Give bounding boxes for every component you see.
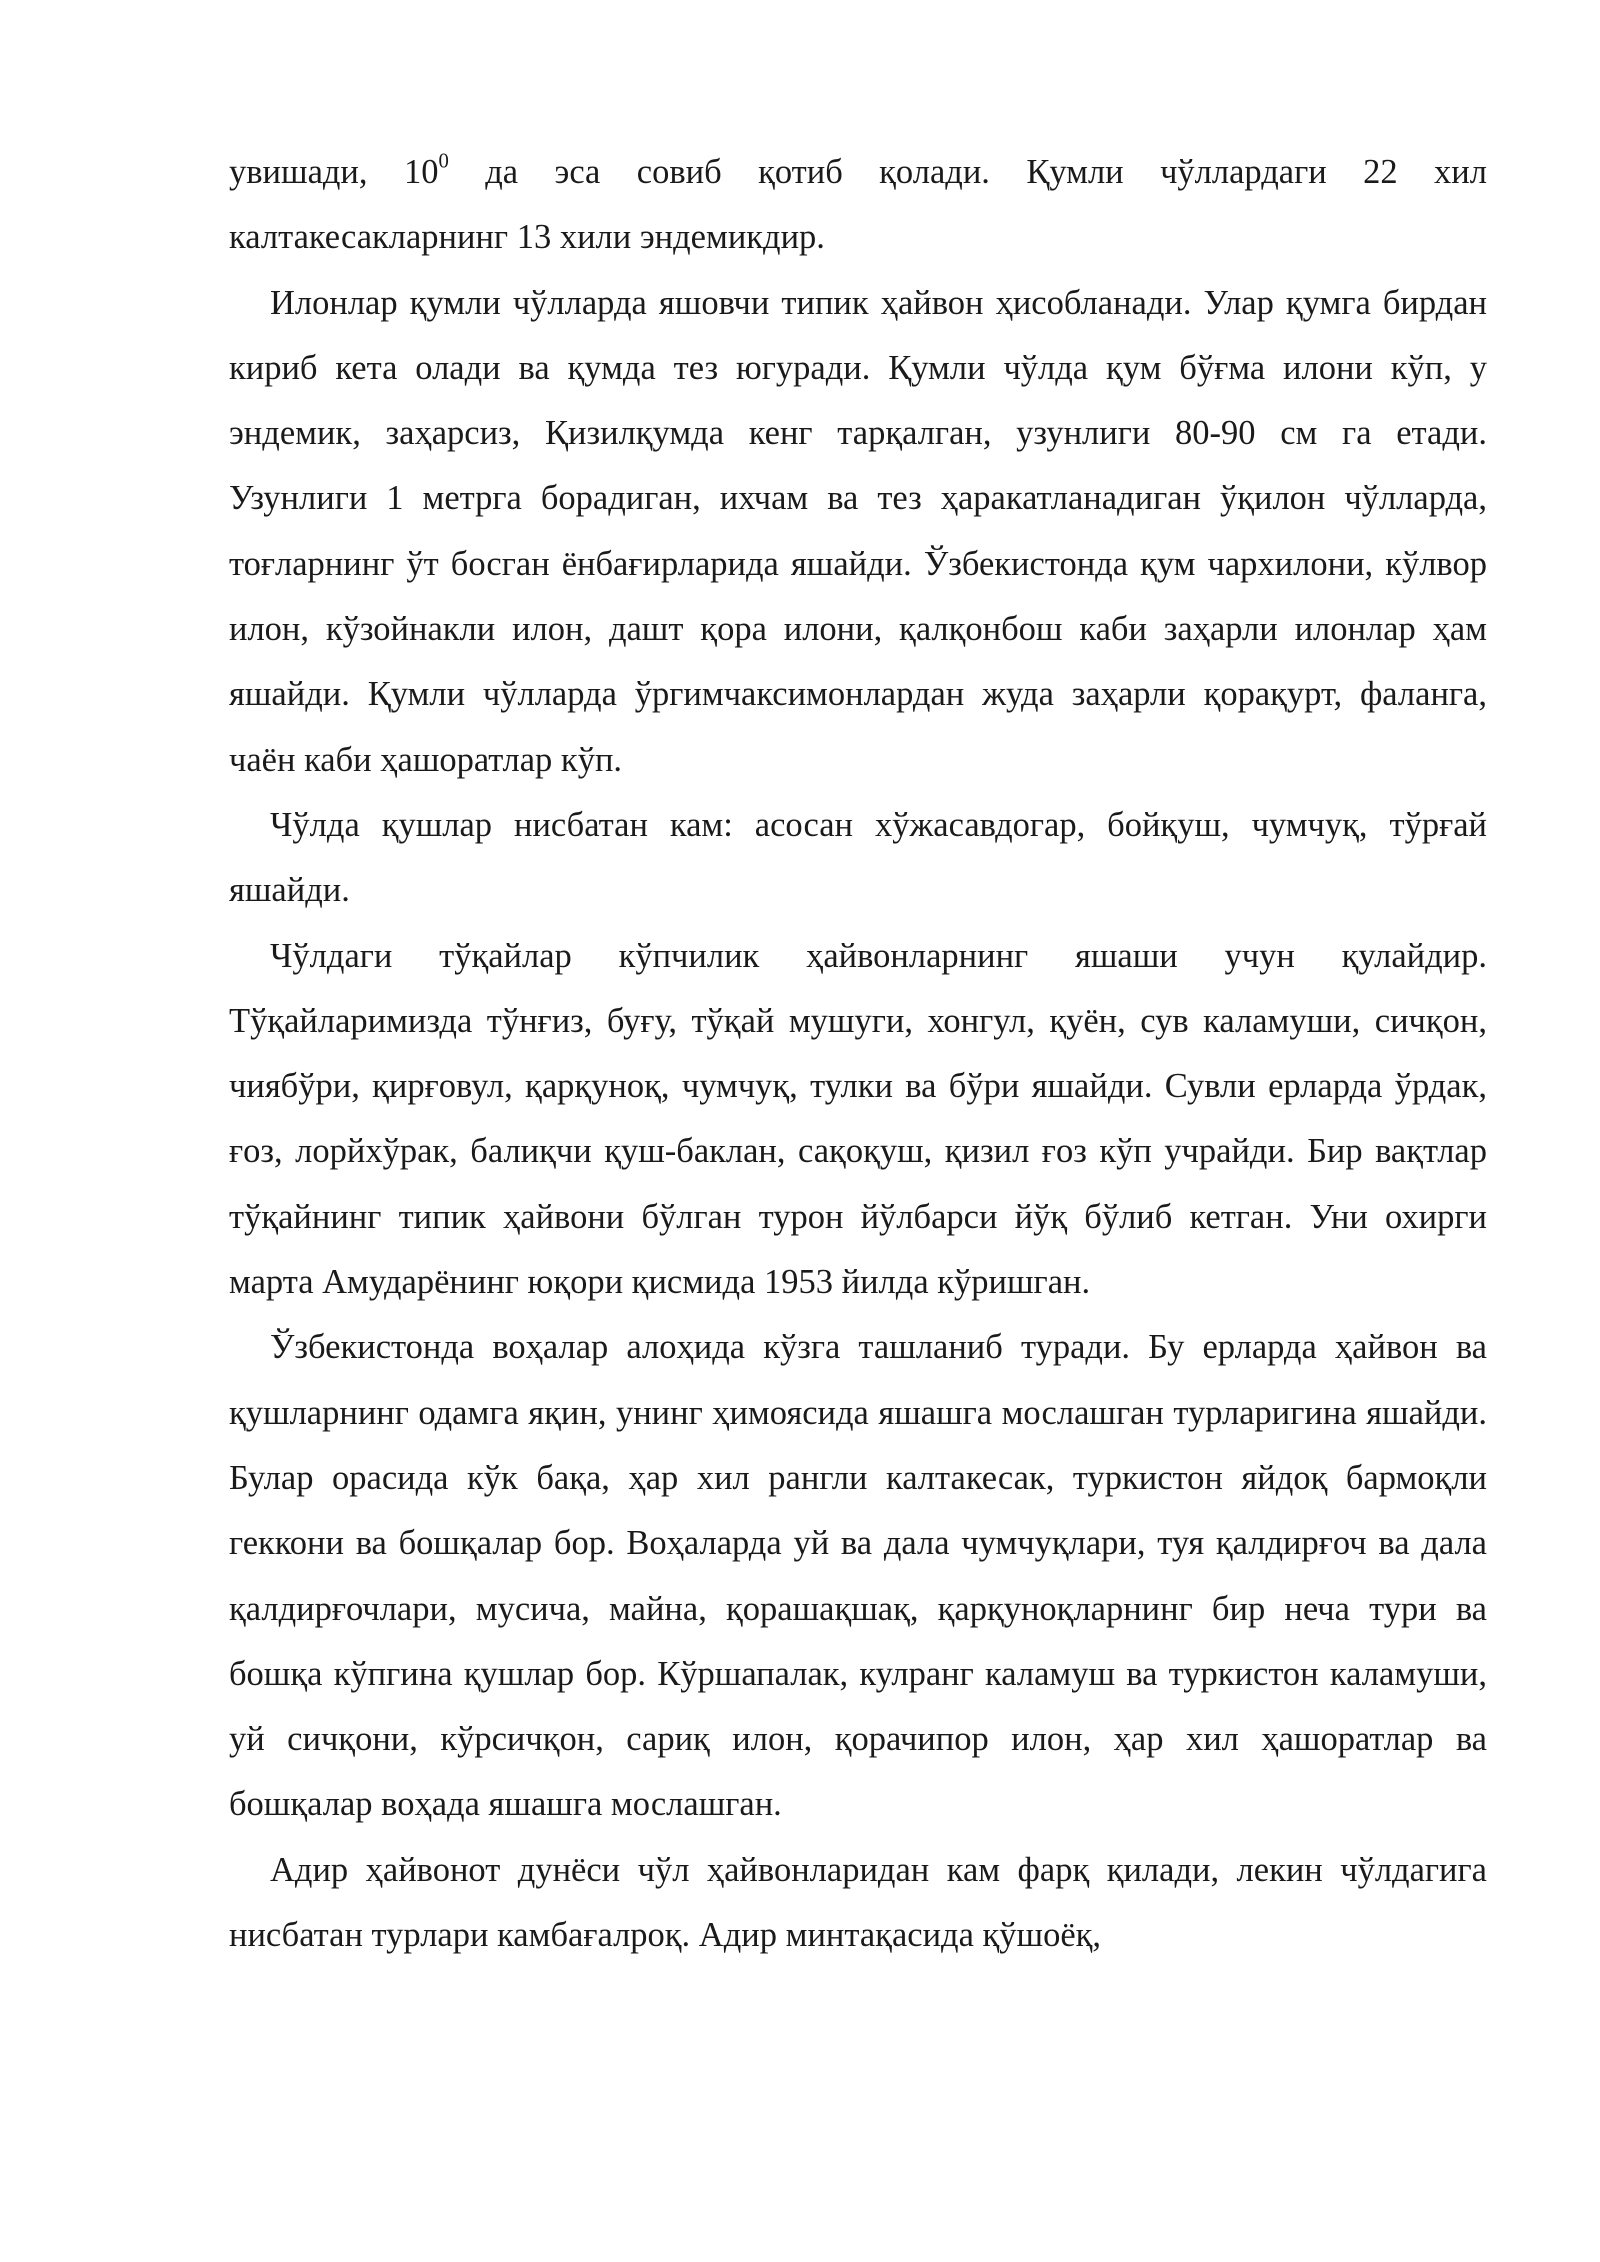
paragraph-text: Чўлдаги тўқайлар кўпчилик ҳайвонларнинг яшаши учун қулайдир. Тўқайларимизда тўнғиз, буғу, тўқай мушуги, хонгул, қуён, сув каламуши, сичқон, чиябўри, қирғовул, қарқуноқ, чумчуқ, тулки ва бўри яшайди. Сувли ерларда ўрдак, ғоз, лорйхўрак, балиқчи қуш-баклан, сақоқуш, қизил ғоз кўп учрайди. Бир вақтлар тўқайнинг типик ҳайвони бўлган турон йўлбарси йўқ бўлиб кетган. Уни охирги марта Амударёнинг юқори қисмида 1953 йилда кўришган. bbox=[229, 936, 1487, 1302]
paragraph-text: Ўзбекистонда воҳалар алоҳида кўзга ташланиб туради. Бу ерларда ҳайвон ва қушларнинг одамга яқин, унинг ҳимоясида яшашга мослашган турларигина яшайди. Булар орасида кўк бақа, ҳар хил рангли калтакесак, туркистон яйдоқ бармоқли геккони ва бошқалар бор. Воҳаларда уй ва дала чумчуқлари, туя қалдирғоч ва дала қалдирғочлари, мусича, майна, қорашақшақ, қарқуноқларнинг бир неча тури ва бошқа кўпгина қушлар бор. Кўршапалак, кулранг каламуш ва туркистон каламуши, уй сичқони, кўрсичқон, сариқ илон, қорачипор илон, ҳар хил ҳашоратлар ва бошқалар воҳада яшашга мослашган. bbox=[229, 1328, 1487, 1824]
paragraph-text: да эса совиб қотиб қолади. Қумли чўллардаги 22 хил калтакесакларнинг 13 хили эндемикдир. bbox=[229, 153, 1487, 257]
paragraph-4 bbox=[229, 924, 1487, 1316]
document-body bbox=[229, 140, 1487, 1968]
paragraph-text: Илонлар қумли чўлларда яшовчи типик ҳайвон ҳисобланади. Улар қумга бирдан кириб кета олади ва қумда тез югуради. Қумли чўлда қум бўғма илони кўп, у эндемик, заҳарсиз, Қизилқумда кенг тарқалган, узунлиги 80-90 см га етади. Узунлиги 1 метрга борадиган, ихчам ва тез ҳаракатланадиган ўқилон чўлларда, тоғларнинг ўт босган ёнбағирларида яшайди. Ўзбекистонда қум чархилони, кўлвор илон, кўзойнакли илон, дашт қора илони, қалқонбош каби заҳарли илонлар ҳам яшайди. Қумли чўлларда ўргимчаксимонлардан жуда заҳарли қорақурт, фаланга, чаён каби ҳашоратлар кўп. bbox=[229, 283, 1487, 779]
paragraph-1 bbox=[229, 140, 1487, 271]
paragraph-text: Адир ҳайвонот дунёси чўл ҳайвонларидан кам фарқ қилади, лекин чўлдагига нисбатан турлари камбағалроқ. Адир минтақасида қўшоёқ, bbox=[229, 1850, 1487, 1955]
paragraph-3 bbox=[229, 793, 1487, 924]
paragraph-5 bbox=[229, 1315, 1487, 1837]
superscript-degree: 0 bbox=[438, 150, 449, 173]
paragraph-2 bbox=[229, 271, 1487, 793]
paragraph-text: увишади, 10 bbox=[229, 153, 439, 191]
paragraph-text: Чўлда қушлар нисбатан кам: асосан хўжасавдогар, бойқуш, чумчуқ, тўрғай яшайди. bbox=[229, 805, 1487, 910]
paragraph-6 bbox=[229, 1838, 1487, 1969]
